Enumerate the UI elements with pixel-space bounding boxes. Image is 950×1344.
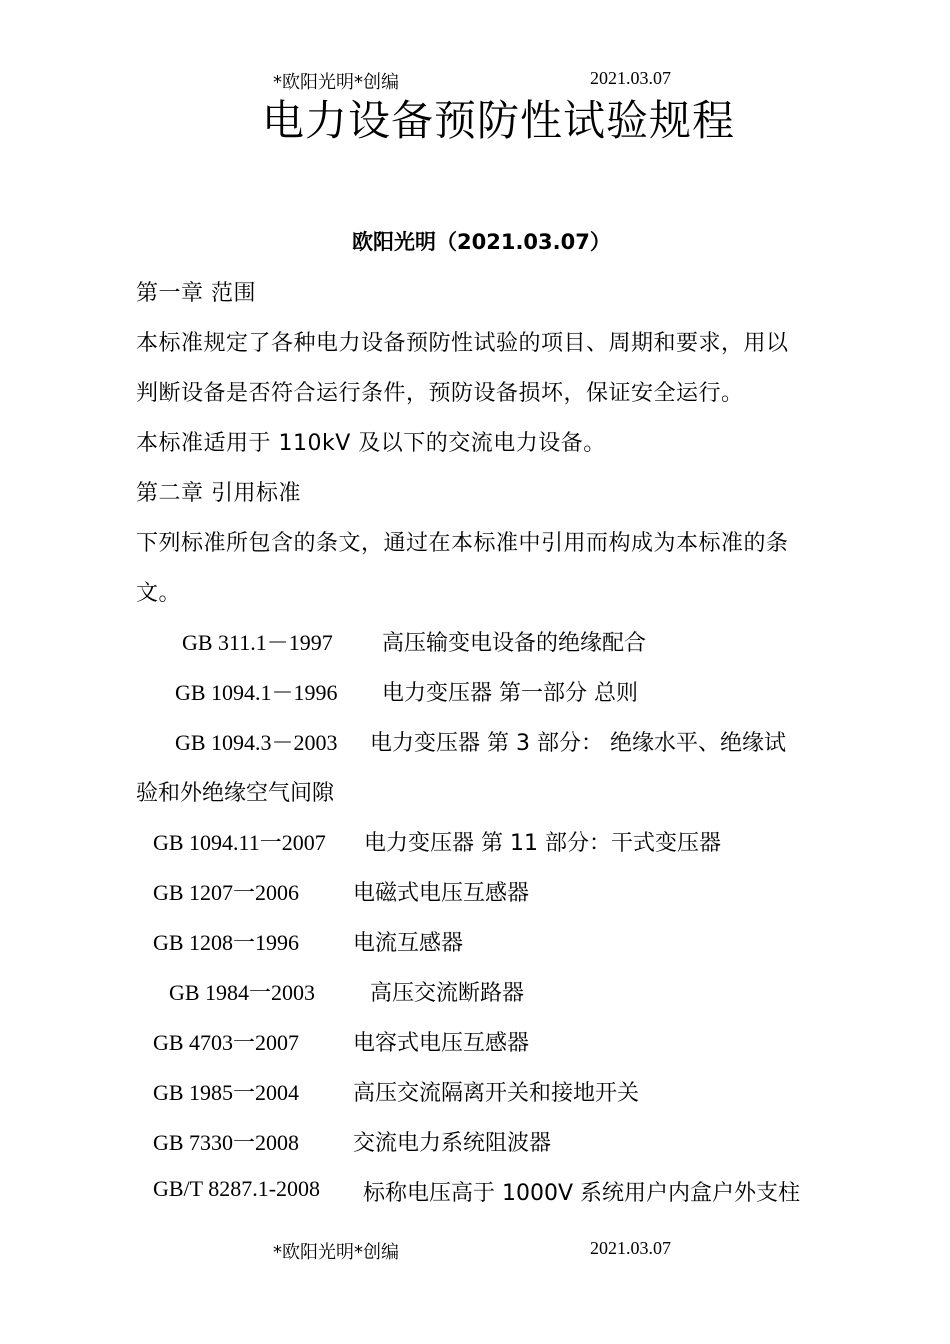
header-author-mark: *欧阳光明*创编 [273, 72, 399, 93]
standard-code: GB 1208一1996 [153, 930, 300, 955]
standard-title: 高压输变电设备的绝缘配合 [382, 631, 647, 656]
standard-title: 电力变压器 第 3 部分： 绝缘水平、绝缘试 [370, 731, 786, 756]
footer-date: 2021.03.07 [590, 1238, 671, 1258]
chapter-2-heading: 第二章 引用标准 [136, 481, 301, 506]
standard-title: 电磁式电压互感器 [353, 881, 530, 906]
document-title: 电力设备预防性试验规程 [262, 96, 736, 145]
standard-title: 电流互感器 [353, 931, 464, 956]
standard-code: GB/T 8287.1-2008 [153, 1176, 321, 1201]
header-date: 2021.03.07 [590, 68, 671, 88]
standard-code: GB 7330一2008 [153, 1130, 300, 1155]
standard-code: GB 1985一2004 [153, 1080, 300, 1105]
chapter-1-paragraph-line-2: 判断设备是否符合运行条件，预防设备损坏，保证安全运行。 [136, 381, 744, 406]
standard-title: 标称电压高于 1000V 系统用户内盒户外支柱 [363, 1181, 801, 1206]
standard-title: 高压交流断路器 [370, 981, 525, 1006]
author-line: 欧阳光明（2021.03.07） [352, 230, 611, 254]
chapter-1-paragraph-line-1: 本标准规定了各种电力设备预防性试验的项目、周期和要求，用以 [136, 331, 789, 356]
standard-title: 交流电力系统阻波器 [353, 1131, 552, 1156]
standard-title: 高压交流隔离开关和接地开关 [353, 1081, 640, 1106]
standard-title-continuation: 验和外绝缘空气间隙 [136, 781, 335, 806]
chapter-1-scope-paragraph: 本标准适用于 110kV 及以下的交流电力设备。 [136, 431, 606, 456]
chapter-2-paragraph-line-1: 下列标准所包含的条文，通过在本标准中引用而构成为本标准的条 [136, 531, 789, 556]
standard-code: GB 1207一2006 [153, 880, 300, 905]
chapter-2-paragraph-line-2: 文。 [136, 581, 182, 606]
footer-author-mark: *欧阳光明*创编 [273, 1242, 399, 1263]
standard-code: GB 1094.1－1996 [175, 680, 338, 705]
standard-code: GB 4703一2007 [153, 1030, 300, 1055]
standard-code: GB 1094.11一2007 [153, 830, 326, 855]
standard-code: GB 1984一2003 [169, 980, 316, 1005]
standard-title: 电力变压器 第一部分 总则 [382, 681, 638, 706]
standard-code: GB 1094.3－2003 [175, 730, 338, 755]
standard-title: 电力变压器 第 11 部分：干式变压器 [364, 831, 721, 856]
standard-code: GB 311.1－1997 [182, 630, 333, 655]
chapter-1-heading: 第一章 范围 [136, 281, 256, 306]
standard-title: 电容式电压互感器 [353, 1031, 530, 1056]
